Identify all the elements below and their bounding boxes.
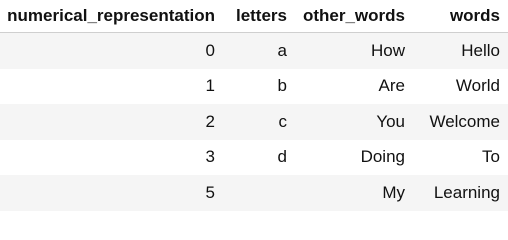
- cell-other-words: You: [295, 104, 413, 140]
- cell-other-words: Doing: [295, 140, 413, 176]
- cell-words: Welcome: [413, 104, 508, 140]
- cell-numerical-representation: 1: [0, 69, 225, 105]
- table-row: [0, 33, 508, 69]
- cell-numerical-representation: 0: [0, 33, 225, 69]
- cell-numerical-representation: 2: [0, 104, 225, 140]
- table-row: [0, 175, 508, 211]
- cell-letters: d: [225, 140, 295, 176]
- cell-letters: b: [225, 69, 295, 105]
- table-row: [0, 69, 508, 105]
- cell-letters: [225, 175, 295, 211]
- cell-other-words: My: [295, 175, 413, 211]
- cell-other-words: Are: [295, 69, 413, 105]
- cell-words: Learning: [413, 175, 508, 211]
- header-row: [0, 0, 508, 33]
- column-header-numerical-representation: numerical_representation: [0, 0, 225, 33]
- cell-other-words: How: [295, 33, 413, 69]
- column-header-other-words: other_words: [295, 0, 413, 33]
- table-row: [0, 140, 508, 176]
- column-header-letters: letters: [225, 0, 295, 33]
- cell-letters: a: [225, 33, 295, 69]
- column-header-words: words: [413, 0, 508, 33]
- cell-numerical-representation: 3: [0, 140, 225, 176]
- cell-words: To: [413, 140, 508, 176]
- table-row: [0, 104, 508, 140]
- table-header: [0, 0, 508, 33]
- cell-numerical-representation: 5: [0, 175, 225, 211]
- cell-words: World: [413, 69, 508, 105]
- cell-words: Hello: [413, 33, 508, 69]
- cell-letters: c: [225, 104, 295, 140]
- table-body: [0, 33, 508, 211]
